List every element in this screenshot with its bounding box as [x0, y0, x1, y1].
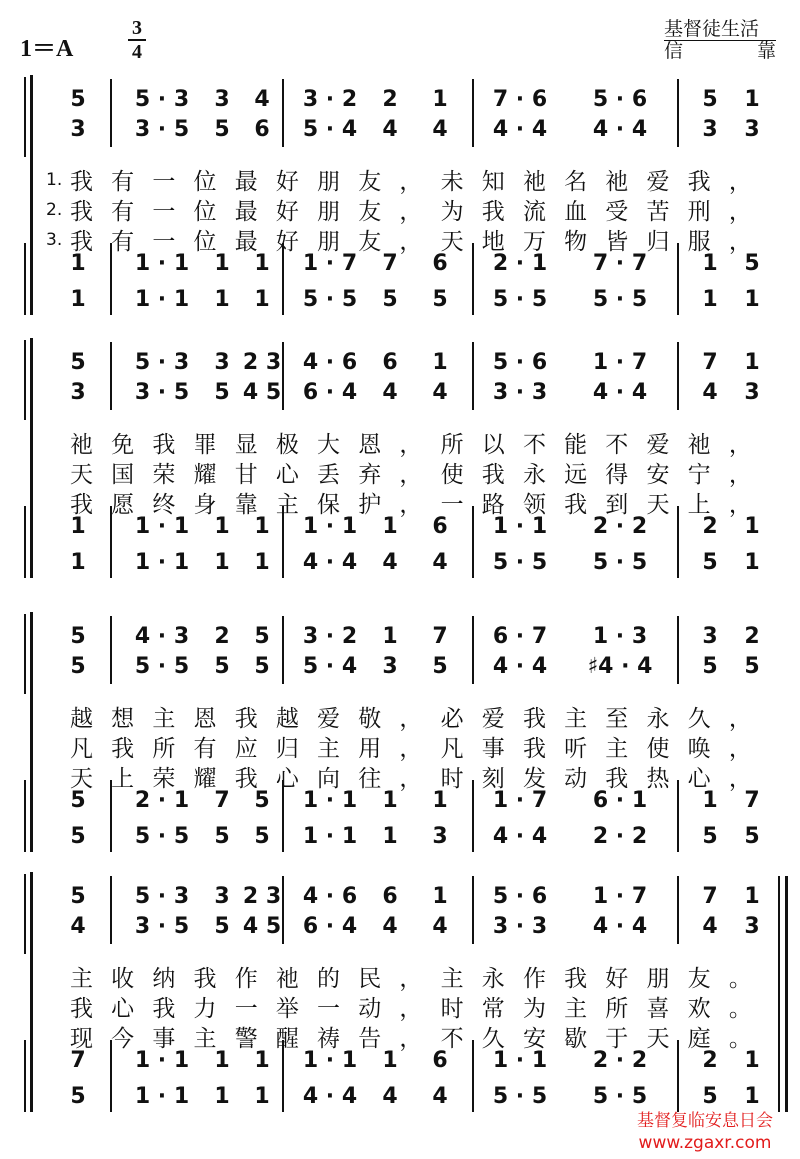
- music-system: [0, 872, 800, 1122]
- verse-line: [0, 197, 800, 227]
- note: 4: [432, 550, 448, 575]
- note: 2 · 1: [134, 788, 190, 813]
- note: 1: [214, 287, 230, 312]
- note: 1: [744, 1084, 760, 1109]
- note: 4: [432, 914, 448, 939]
- note: 1: [254, 1048, 270, 1073]
- note: 1 · 1: [134, 550, 190, 575]
- note: 1 · 1: [134, 514, 190, 539]
- note: 5: [744, 654, 760, 679]
- note: 1: [214, 1048, 230, 1073]
- note: 4: [432, 380, 448, 405]
- lyric-text: 我心我力一举一动，时常为主所喜欢。: [70, 996, 770, 1022]
- note: 4: [70, 914, 86, 939]
- note: 3: [744, 914, 760, 939]
- note: 1: [254, 514, 270, 539]
- note: 5: [214, 117, 230, 142]
- note: 1: [744, 287, 760, 312]
- note: 3 · 5: [134, 117, 190, 142]
- note: 4: [432, 117, 448, 142]
- verse-line: [0, 704, 800, 734]
- note: 4 · 4: [592, 117, 648, 142]
- note: 1: [70, 251, 86, 276]
- note: 6: [432, 514, 448, 539]
- note: 1 · 1: [302, 824, 358, 849]
- note: 5 · 5: [592, 1084, 648, 1109]
- note: 5 · 6: [492, 884, 548, 909]
- verse-line: [0, 994, 800, 1024]
- note: 3 · 2: [302, 624, 358, 649]
- note: 4 · 4: [492, 654, 548, 679]
- note: 4 · 3: [134, 624, 190, 649]
- watermark: [620, 1110, 790, 1154]
- lyric-text: 祂免我罪显极大恩，所以不能不爱祂，: [70, 432, 770, 458]
- note: 5: [214, 380, 230, 405]
- lyric-text: 我有一位最好朋友，未知祂名祂爱我，: [70, 169, 770, 195]
- note: 1: [70, 514, 86, 539]
- watermark-url: www.zgaxr.com: [638, 1133, 772, 1153]
- note: 1 · 7: [592, 884, 648, 909]
- alto-part: [0, 912, 800, 952]
- note: 2 · 2: [592, 824, 648, 849]
- lyric-text: 我有一位最好朋友，为我流血受苦刑，: [70, 199, 770, 225]
- note: 5 · 6: [492, 350, 548, 375]
- note: 7 · 7: [592, 251, 648, 276]
- lyric-text: 主收纳我作祂的民，主永作我好朋友。: [70, 966, 770, 992]
- note: 5: [254, 824, 270, 849]
- note: 2: [382, 87, 398, 112]
- verse-line: [0, 430, 800, 460]
- note: 4 5: [242, 380, 282, 405]
- note: 1: [382, 788, 398, 813]
- alto-part: [0, 378, 800, 418]
- note: 1: [744, 350, 760, 375]
- note: 6 · 1: [592, 788, 648, 813]
- note: 6 · 4: [302, 380, 358, 405]
- note: 5: [70, 824, 86, 849]
- note: 4 · 6: [302, 884, 358, 909]
- note: ♯4 · 4: [587, 654, 653, 679]
- note: 1: [432, 788, 448, 813]
- note: 1: [254, 550, 270, 575]
- note: 4 · 4: [492, 824, 548, 849]
- verse-line: [0, 460, 800, 490]
- note: 4: [382, 550, 398, 575]
- note: 1: [214, 1084, 230, 1109]
- note: 1: [382, 624, 398, 649]
- note: 7: [432, 624, 448, 649]
- note: 1: [254, 1084, 270, 1109]
- note: 1 · 1: [492, 514, 548, 539]
- note: 5: [254, 654, 270, 679]
- note: 5 · 5: [134, 654, 190, 679]
- note: 5 · 4: [302, 117, 358, 142]
- note: 5: [70, 87, 86, 112]
- note: 1: [214, 514, 230, 539]
- lyric-text: 现今事主警醒祷告，不久安歇于天庭。: [70, 1026, 770, 1052]
- bass-part: [0, 548, 800, 588]
- meter-bottom: 4: [132, 41, 142, 63]
- lyric-text: 我愿终身靠主保护，一路领我到天上，: [70, 492, 770, 518]
- note: 4: [432, 1084, 448, 1109]
- note: 1: [744, 87, 760, 112]
- music-system: [0, 338, 800, 588]
- note: 1 · 1: [134, 1048, 190, 1073]
- note: 7 · 6: [492, 87, 548, 112]
- verse-number: 3.: [46, 230, 63, 250]
- note: 2: [744, 624, 760, 649]
- note: 1: [702, 788, 718, 813]
- note: 1: [432, 87, 448, 112]
- note: 2 3: [242, 350, 282, 375]
- music-system: [0, 75, 800, 325]
- note: 1 · 1: [302, 514, 358, 539]
- note: 5 · 3: [134, 884, 190, 909]
- note: 4 · 4: [302, 550, 358, 575]
- lyric-text: 越想主恩我越爱敬，必爱我主至永久，: [70, 706, 770, 732]
- note: 5: [214, 654, 230, 679]
- note: 4: [382, 117, 398, 142]
- note: 1 · 7: [492, 788, 548, 813]
- note: 2 · 2: [592, 514, 648, 539]
- note: 5: [744, 824, 760, 849]
- note: 5 · 3: [134, 87, 190, 112]
- note: 5: [70, 624, 86, 649]
- note: 3: [382, 654, 398, 679]
- note: 1: [432, 350, 448, 375]
- lyric-text: 我有一位最好朋友，天地万物皆归服，: [70, 229, 770, 255]
- note: 1: [382, 1048, 398, 1073]
- note: 3: [70, 380, 86, 405]
- note: 5: [214, 824, 230, 849]
- meter-top: 3: [132, 17, 142, 39]
- note: 5: [214, 914, 230, 939]
- note: 5: [254, 788, 270, 813]
- alto-part: [0, 115, 800, 155]
- note: 4 · 4: [302, 1084, 358, 1109]
- verse-line: [0, 734, 800, 764]
- note: 1 · 7: [302, 251, 358, 276]
- note: 5: [70, 350, 86, 375]
- note: 5: [702, 654, 718, 679]
- verse-line: [0, 167, 800, 197]
- note: 6 · 4: [302, 914, 358, 939]
- note: 4: [254, 87, 270, 112]
- verse-line: [0, 964, 800, 994]
- bass-part: [0, 285, 800, 325]
- verse-line: [0, 227, 800, 257]
- note: 4: [382, 914, 398, 939]
- subcategory-char-1: 信: [664, 40, 684, 62]
- time-signature: [128, 18, 146, 62]
- key-signature: 1＝A: [20, 36, 74, 62]
- note: 1: [214, 251, 230, 276]
- verse-line: [0, 764, 800, 794]
- note: 1: [744, 884, 760, 909]
- note: 5 · 5: [492, 287, 548, 312]
- note: 3 · 5: [134, 380, 190, 405]
- note: 5 · 5: [492, 550, 548, 575]
- note: 3: [214, 350, 230, 375]
- note: 7: [702, 884, 718, 909]
- note: 3 · 3: [492, 380, 548, 405]
- note: 7: [70, 1048, 86, 1073]
- lyric-text: 凡我所有应归主用，凡事我听主使唤，: [70, 736, 770, 762]
- note: 6: [432, 251, 448, 276]
- note: 3 · 3: [492, 914, 548, 939]
- verse-line: [0, 490, 800, 520]
- note: 6 · 7: [492, 624, 548, 649]
- note: 3: [744, 380, 760, 405]
- note: 1: [254, 251, 270, 276]
- note: 4 · 4: [592, 914, 648, 939]
- note: 3: [70, 117, 86, 142]
- note: 1 · 1: [302, 788, 358, 813]
- note: 7: [702, 350, 718, 375]
- note: 1: [382, 824, 398, 849]
- note: 1: [214, 550, 230, 575]
- note: 5: [744, 251, 760, 276]
- note: 6: [432, 1048, 448, 1073]
- note: 1 · 1: [302, 1048, 358, 1073]
- note: 5 · 5: [592, 550, 648, 575]
- note: 1: [744, 550, 760, 575]
- note: 1 · 1: [492, 1048, 548, 1073]
- note: 7: [744, 788, 760, 813]
- note: 6: [382, 884, 398, 909]
- note: 5: [702, 550, 718, 575]
- note: 5: [382, 287, 398, 312]
- note: 1: [70, 550, 86, 575]
- note: 4 5: [242, 914, 282, 939]
- note: 1: [744, 514, 760, 539]
- lyric-text: 天国荣耀甘心丢弃，使我永远得安宁，: [70, 462, 770, 488]
- note: 4 · 4: [492, 117, 548, 142]
- note: 1: [254, 287, 270, 312]
- lyric-text: 天上荣耀我心向往，时刻发动我热心，: [70, 766, 770, 792]
- note: 1 · 1: [134, 287, 190, 312]
- verse-number: 1.: [46, 170, 63, 190]
- note: 5: [254, 624, 270, 649]
- note: 5 · 5: [302, 287, 358, 312]
- note: 2: [214, 624, 230, 649]
- note: 4 · 4: [592, 380, 648, 405]
- note: 3: [702, 117, 718, 142]
- note: 4: [702, 380, 718, 405]
- alto-part: [0, 652, 800, 692]
- note: 3 · 5: [134, 914, 190, 939]
- note: 5: [702, 1084, 718, 1109]
- note: 5 · 3: [134, 350, 190, 375]
- note: 1: [432, 884, 448, 909]
- note: 1: [70, 287, 86, 312]
- note: 2 · 2: [592, 1048, 648, 1073]
- note: 1 · 7: [592, 350, 648, 375]
- note: 4 · 6: [302, 350, 358, 375]
- note: 4: [702, 914, 718, 939]
- note: 5 · 5: [492, 1084, 548, 1109]
- note: 6: [382, 350, 398, 375]
- note: 1 · 1: [134, 251, 190, 276]
- hymn-category: 基督徒生活: [664, 18, 760, 40]
- note: 5: [702, 87, 718, 112]
- note: 2 · 1: [492, 251, 548, 276]
- note: 2: [702, 514, 718, 539]
- note: 1: [382, 514, 398, 539]
- note: 4: [382, 380, 398, 405]
- note: 5: [432, 287, 448, 312]
- note: 1 · 1: [134, 1084, 190, 1109]
- note: 5 · 5: [592, 287, 648, 312]
- note: 5: [70, 788, 86, 813]
- note: 6: [254, 117, 270, 142]
- note: 1 · 3: [592, 624, 648, 649]
- note: 3: [432, 824, 448, 849]
- note: 1: [702, 287, 718, 312]
- verse-number: 2.: [46, 200, 63, 220]
- note: 5: [702, 824, 718, 849]
- note: 2 3: [242, 884, 282, 909]
- note: 2: [702, 1048, 718, 1073]
- note: 5 · 4: [302, 654, 358, 679]
- note: 7: [214, 788, 230, 813]
- note: 4: [382, 1084, 398, 1109]
- note: 5: [432, 654, 448, 679]
- note: 5 · 5: [134, 824, 190, 849]
- note: 5: [70, 1084, 86, 1109]
- note: 5: [70, 884, 86, 909]
- note: 1: [702, 251, 718, 276]
- note: 1: [744, 1048, 760, 1073]
- note: 5: [70, 654, 86, 679]
- note: 3: [214, 884, 230, 909]
- bass-part: [0, 822, 800, 862]
- note: 3: [702, 624, 718, 649]
- note: 3: [744, 117, 760, 142]
- watermark-name: 基督复临安息日会: [637, 1111, 773, 1131]
- note: 3 · 2: [302, 87, 358, 112]
- verse-line: [0, 1024, 800, 1054]
- subcategory-char-2: 靠: [756, 40, 776, 62]
- note: 3: [214, 87, 230, 112]
- music-system: [0, 612, 800, 862]
- note: 7: [382, 251, 398, 276]
- note: 5 · 6: [592, 87, 648, 112]
